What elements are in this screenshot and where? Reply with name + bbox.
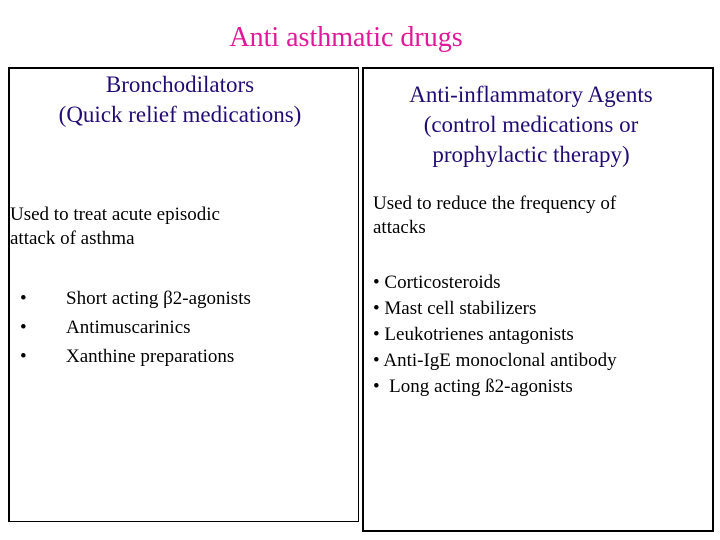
bullet: • <box>20 288 27 309</box>
anti-inflammatory-description: Used to reduce the frequency of attacks <box>373 193 617 238</box>
bronchodilators-heading <box>10 70 350 130</box>
bronchodilators-description: Used to treat acute episodic attack of asthma <box>10 204 220 249</box>
bullet: • <box>20 317 27 338</box>
heading-line: Bronchodilators <box>105 72 255 97</box>
bronchodilators-list <box>20 284 350 371</box>
list-item: • Mast cell stabilizers <box>373 298 537 319</box>
bronchodilators-panel <box>8 67 359 522</box>
list-item-text: Antimuscarinics <box>66 317 191 338</box>
list-item-text: Xanthine preparations <box>66 346 235 367</box>
list-item <box>20 284 350 313</box>
list-item <box>20 342 350 371</box>
heading-line: Anti-inflammatory Agents <box>409 82 653 107</box>
list-item <box>20 313 350 342</box>
slide-title: Anti asthmatic drugs <box>229 22 463 53</box>
heading-line: (Quick relief medications) <box>58 102 302 127</box>
anti-inflammatory-list <box>373 270 711 400</box>
list-item: • Anti-IgE monoclonal antibody <box>373 350 617 371</box>
list-item: • Leukotrienes antagonists <box>373 324 574 345</box>
anti-inflammatory-panel <box>362 67 714 532</box>
list-item: • Long acting ß2-agonists <box>373 376 573 397</box>
list-item-text: Short acting β2-agonists <box>66 288 251 309</box>
bullet: • <box>20 346 27 367</box>
heading-line: (control medications or <box>423 112 639 137</box>
anti-inflammatory-heading <box>364 80 698 170</box>
heading-line: prophylactic therapy) <box>432 142 630 167</box>
list-item: • Corticosteroids <box>373 272 501 293</box>
